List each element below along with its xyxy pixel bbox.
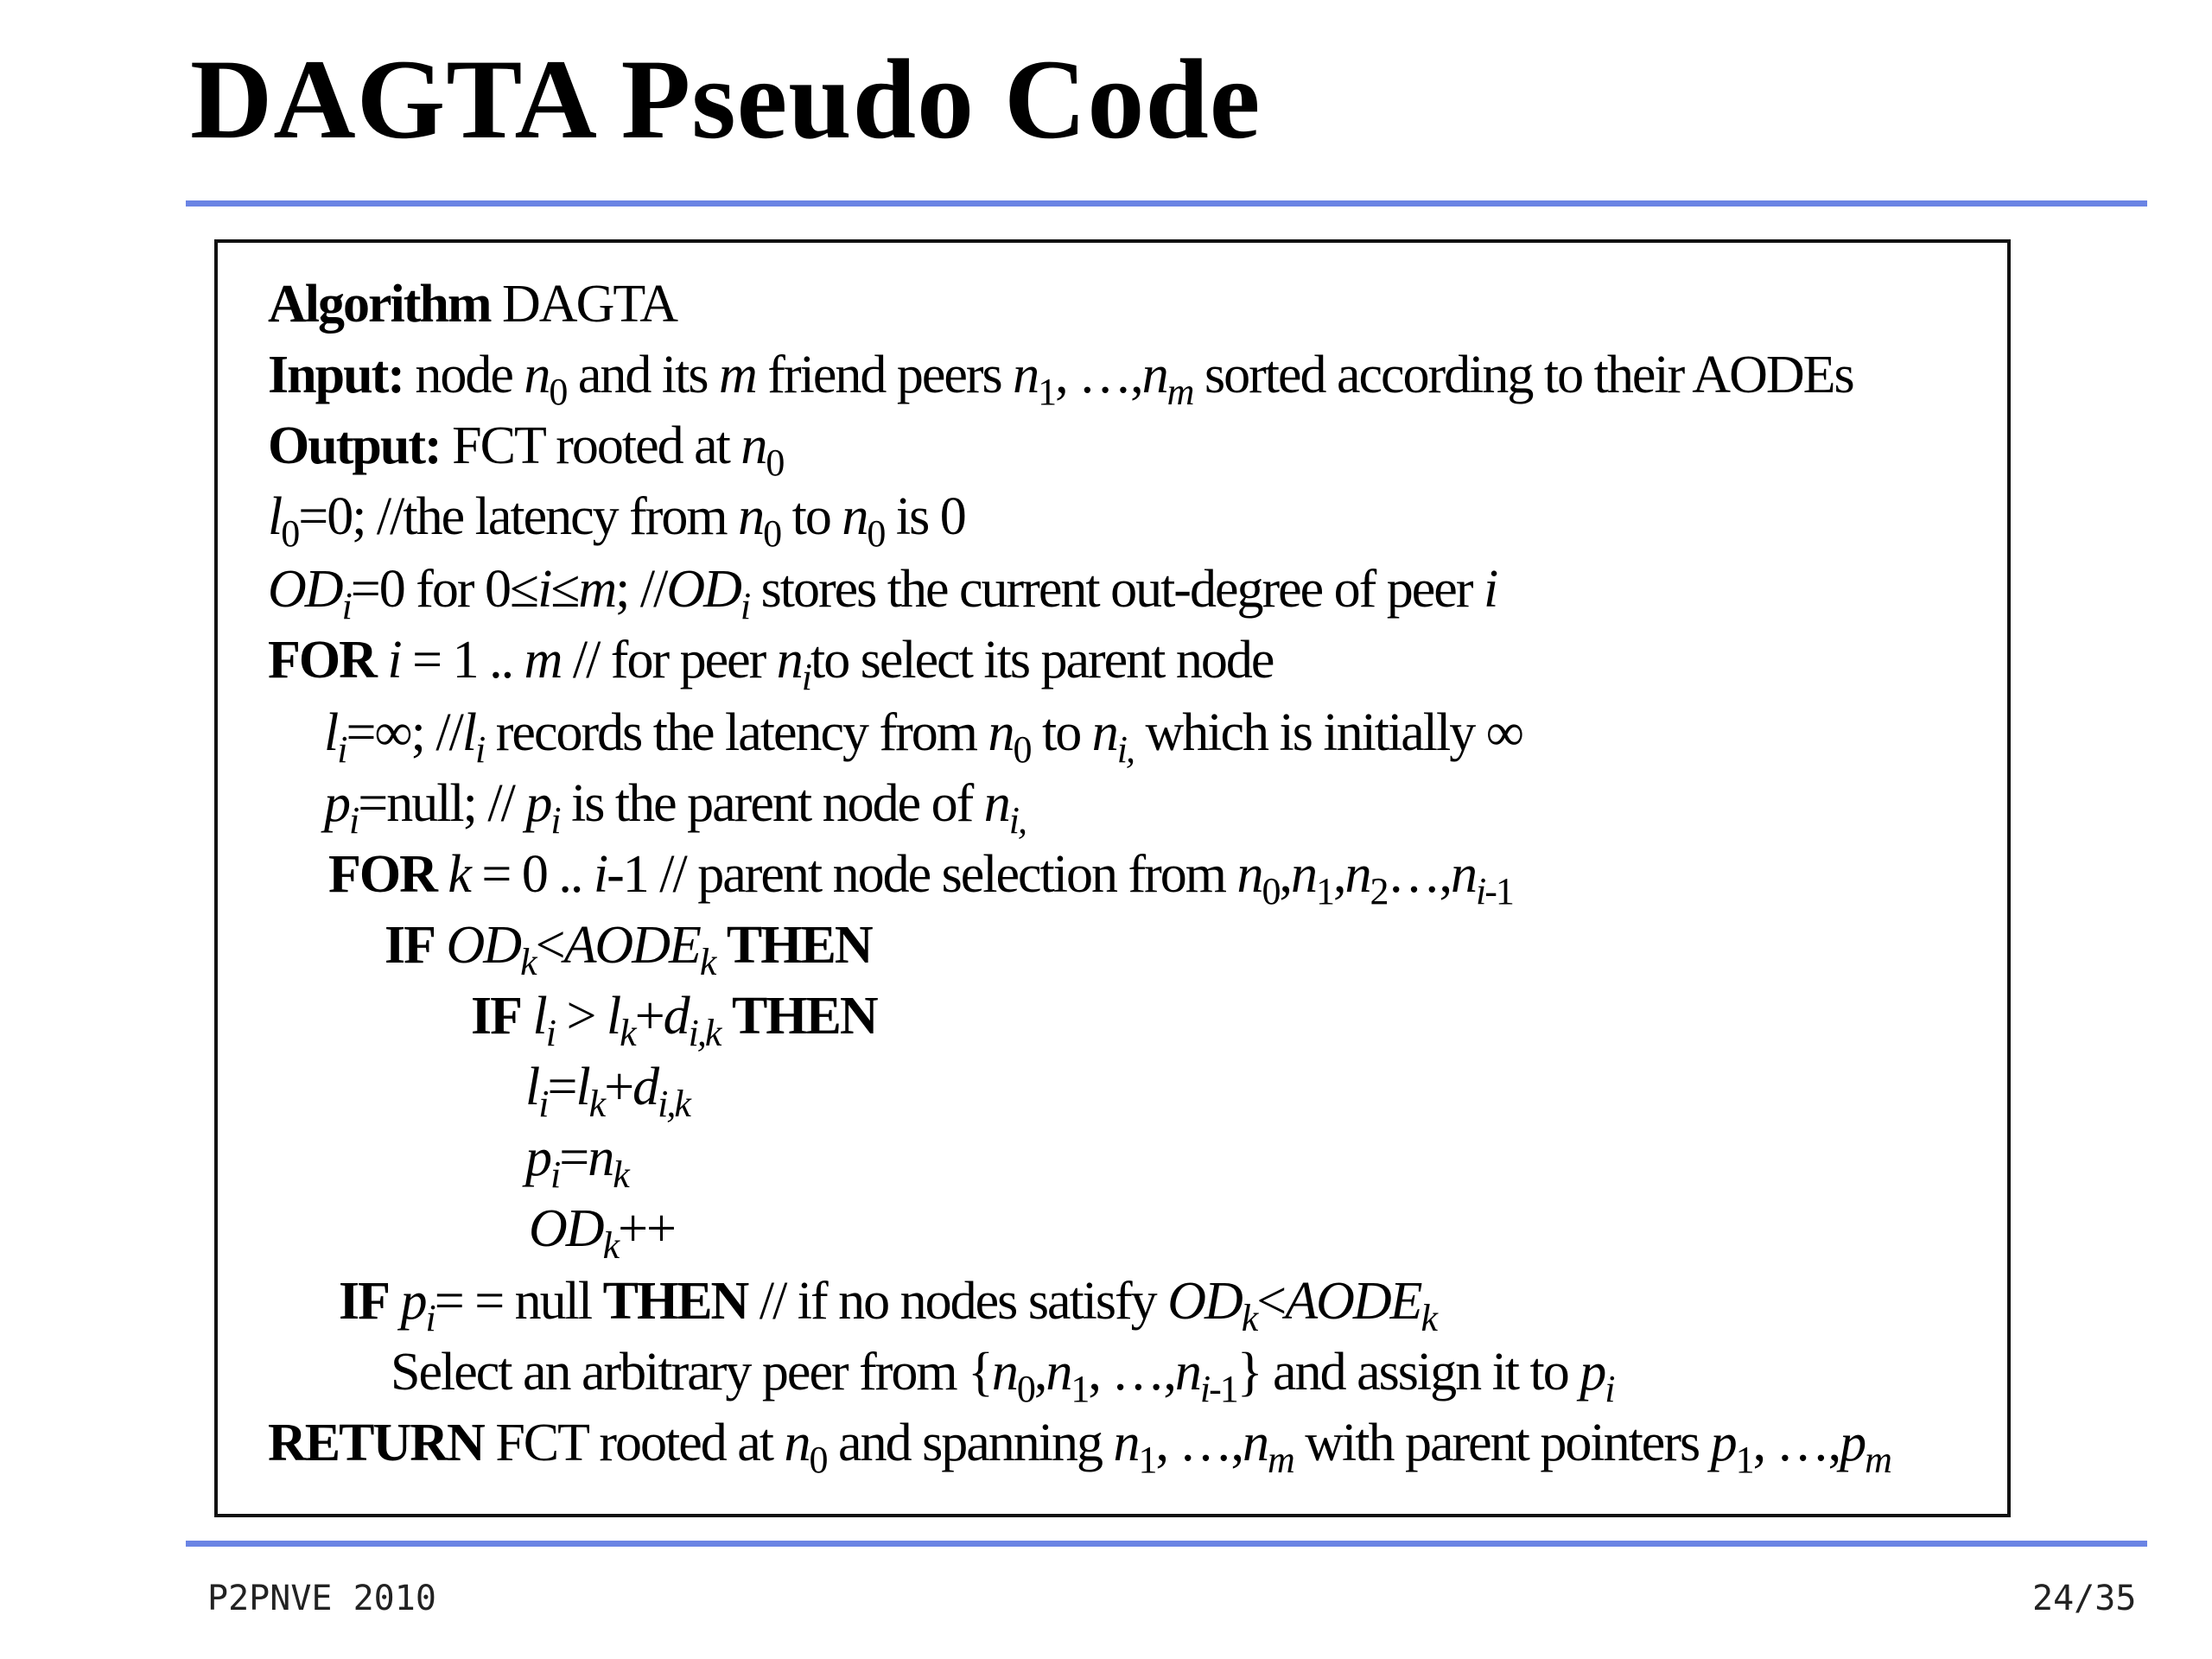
- text: Select an arbitrary peer from {: [391, 1343, 992, 1402]
- text: is 0: [895, 487, 965, 546]
- var: l: [575, 1058, 589, 1116]
- text: stores the current out-degree of peer: [760, 560, 1472, 619]
- sub: i: [349, 799, 359, 842]
- sub: 0: [1013, 728, 1031, 771]
- sub: i: [550, 1154, 560, 1196]
- sub: 0: [809, 1439, 827, 1481]
- text: ,: [1033, 1343, 1046, 1402]
- text: FCT rooted at: [452, 416, 729, 475]
- var: OD: [666, 560, 741, 619]
- var: i: [1483, 560, 1497, 619]
- keyword: THEN: [602, 1272, 748, 1331]
- var: n: [776, 631, 802, 690]
- code-line-7: [324, 698, 1522, 771]
- sub: i,k: [688, 1012, 721, 1054]
- code-line-15: [339, 1267, 1437, 1339]
- var: m: [578, 560, 616, 619]
- sub: k: [699, 941, 715, 983]
- keyword: Input:: [268, 346, 404, 404]
- var: l: [461, 703, 476, 762]
- sub: i: [425, 1297, 435, 1339]
- text: , …,: [1155, 1414, 1243, 1472]
- code-line-8: [324, 769, 1026, 842]
- var: p: [1840, 1414, 1866, 1472]
- text: = = null: [434, 1272, 592, 1331]
- var: p: [525, 1128, 550, 1187]
- sub: 0: [766, 442, 784, 484]
- code-line-17: [268, 1408, 1891, 1481]
- text: =: [559, 1128, 588, 1187]
- sub: k: [1241, 1297, 1257, 1339]
- sub: i: [801, 656, 811, 698]
- var: m: [524, 631, 562, 690]
- var: n: [1091, 703, 1117, 762]
- sub: k: [620, 1012, 635, 1054]
- text: <: [1256, 1272, 1286, 1331]
- var: i: [593, 845, 607, 904]
- var: d: [632, 1058, 658, 1116]
- text: , …,: [1055, 346, 1142, 404]
- var: l: [606, 987, 620, 1046]
- text: FCT rooted at: [495, 1414, 773, 1472]
- text: node: [415, 346, 512, 404]
- var: d: [663, 987, 689, 1046]
- var: n: [1344, 845, 1370, 904]
- code-line-13: [525, 1123, 628, 1196]
- code-line-1: [268, 270, 677, 339]
- sub: k: [520, 941, 536, 983]
- var: m: [719, 346, 756, 404]
- var: n: [588, 1128, 613, 1187]
- keyword: THEN: [731, 987, 877, 1046]
- sub: i: [545, 1012, 555, 1054]
- keyword: IF: [339, 1272, 389, 1331]
- var: n: [524, 346, 550, 404]
- var: l: [532, 987, 546, 1046]
- sub: i,: [1008, 799, 1026, 842]
- text: >: [566, 987, 595, 1046]
- sub: m: [1865, 1439, 1891, 1481]
- code-line-3: [268, 411, 784, 484]
- text: -1 // parent node selection from: [607, 845, 1226, 904]
- keyword: FOR: [328, 845, 436, 904]
- sub: i: [1605, 1368, 1614, 1410]
- sub: 0: [763, 512, 781, 555]
- sub: 0: [281, 512, 299, 555]
- sub: i: [337, 728, 346, 771]
- sub: i: [475, 728, 485, 771]
- text: = 0 ..: [481, 845, 582, 904]
- text: } and assign it to: [1236, 1343, 1568, 1402]
- var: n: [983, 774, 1009, 833]
- var: l: [268, 487, 282, 546]
- sub: 1: [1038, 371, 1056, 413]
- text: =null; //: [358, 774, 514, 833]
- sub: i: [1199, 1368, 1210, 1410]
- var: n: [1113, 1414, 1139, 1472]
- text: ; //: [615, 560, 667, 619]
- text: =: [547, 1058, 576, 1116]
- var: OD: [529, 1199, 603, 1258]
- var: AODE: [1285, 1272, 1421, 1331]
- var: n: [1242, 1414, 1268, 1472]
- sub: m: [1267, 1439, 1294, 1481]
- text: …,: [1387, 845, 1452, 904]
- sub: 0: [1262, 870, 1280, 912]
- keyword: IF: [385, 916, 435, 975]
- text: to: [791, 487, 830, 546]
- sub: m: [1166, 371, 1193, 413]
- var: n: [991, 1343, 1017, 1402]
- sub: 0: [1016, 1368, 1034, 1410]
- code-line-6: [268, 626, 1274, 698]
- sub: i: [1476, 870, 1485, 912]
- sub: i: [740, 585, 750, 627]
- text: =∞; //: [346, 703, 462, 762]
- var: n: [842, 487, 868, 546]
- var: l: [324, 703, 338, 762]
- keyword: FOR: [268, 631, 376, 690]
- code-line-10: [385, 911, 872, 983]
- text: +: [634, 987, 664, 1046]
- sub: 1: [1735, 1439, 1753, 1481]
- algorithm-name: DAGTA: [502, 275, 677, 334]
- text: and its: [577, 346, 708, 404]
- text: , …,: [1088, 1343, 1175, 1402]
- text: ,: [1333, 845, 1345, 904]
- sub: i: [550, 799, 560, 842]
- sub: i: [341, 585, 351, 627]
- sub: i,k: [658, 1083, 690, 1125]
- var: n: [1236, 845, 1262, 904]
- sub: -1: [1484, 870, 1513, 912]
- text: ≤: [550, 560, 579, 619]
- text: friend peers: [767, 346, 1001, 404]
- var: k: [448, 845, 470, 904]
- var: p: [400, 1272, 426, 1331]
- text: // for peer: [572, 631, 766, 690]
- sub: 2: [1370, 870, 1388, 912]
- code-line-11: [471, 982, 877, 1054]
- text: with parent pointers: [1305, 1414, 1700, 1472]
- slide-title: DAGTA Pseudo Code: [190, 35, 1262, 162]
- var: n: [1174, 1343, 1200, 1402]
- code-line-5: [268, 555, 1497, 627]
- text: sorted according to their AODEs: [1204, 346, 1853, 404]
- text: ,: [1279, 845, 1292, 904]
- text: = 1 ..: [412, 631, 513, 690]
- sub: 0: [867, 512, 885, 555]
- code-line-14: [529, 1194, 676, 1267]
- var: n: [1291, 845, 1317, 904]
- keyword: THEN: [726, 916, 872, 975]
- var: OD: [268, 560, 342, 619]
- code-line-4: [268, 482, 965, 555]
- var: p: [1580, 1343, 1605, 1402]
- sub: i,: [1116, 728, 1134, 771]
- code-line-9: [328, 840, 1513, 912]
- var: i: [387, 631, 401, 690]
- var: p: [1710, 1414, 1736, 1472]
- var: n: [1013, 346, 1039, 404]
- text: =0; //the latency from: [298, 487, 727, 546]
- footer-page-number: 24/35: [2032, 1579, 2137, 1618]
- footer-conference: P2PNVE 2010: [207, 1579, 436, 1618]
- var: p: [525, 774, 551, 833]
- text: <: [535, 916, 564, 975]
- text: and spanning: [838, 1414, 1102, 1472]
- var: n: [1451, 845, 1477, 904]
- sub: k: [613, 1154, 628, 1196]
- var: p: [324, 774, 349, 833]
- text: is the parent node of: [571, 774, 973, 833]
- bottom-divider: [186, 1541, 2147, 1547]
- var: n: [784, 1414, 810, 1472]
- text: to: [1042, 703, 1081, 762]
- text: , …,: [1752, 1414, 1840, 1472]
- var: OD: [446, 916, 521, 975]
- sub: k: [1421, 1297, 1437, 1339]
- sub: i: [538, 1083, 548, 1125]
- keyword: IF: [471, 987, 521, 1046]
- var: n: [988, 703, 1014, 762]
- code-line-2: [268, 340, 1853, 413]
- var: n: [741, 416, 766, 475]
- text: to select its parent node: [810, 631, 1274, 690]
- text: which is initially ∞: [1145, 703, 1522, 762]
- text: // if no nodes satisfy: [759, 1272, 1156, 1331]
- top-divider: [186, 200, 2147, 207]
- var: AODE: [563, 916, 700, 975]
- var: i: [537, 560, 551, 619]
- sub: 0: [549, 371, 567, 413]
- code-line-16: [391, 1338, 1614, 1410]
- var: n: [738, 487, 764, 546]
- var: n: [1141, 346, 1167, 404]
- text: ++: [618, 1199, 676, 1258]
- keyword: RETURN: [268, 1414, 484, 1472]
- text: records the latency from: [495, 703, 977, 762]
- keyword: Output:: [268, 416, 441, 475]
- text: =0 for 0≤: [350, 560, 538, 619]
- sub: k: [602, 1224, 619, 1267]
- sub: 1: [1316, 870, 1334, 912]
- var: l: [525, 1058, 539, 1116]
- keyword: Algorithm: [268, 275, 491, 334]
- var: n: [1046, 1343, 1071, 1402]
- sub: 1: [1138, 1439, 1156, 1481]
- code-line-12: [525, 1052, 690, 1125]
- text: +: [604, 1058, 633, 1116]
- sub: 1: [1071, 1368, 1089, 1410]
- sub: k: [588, 1083, 605, 1125]
- var: OD: [1167, 1272, 1242, 1331]
- sub: -1: [1209, 1368, 1237, 1410]
